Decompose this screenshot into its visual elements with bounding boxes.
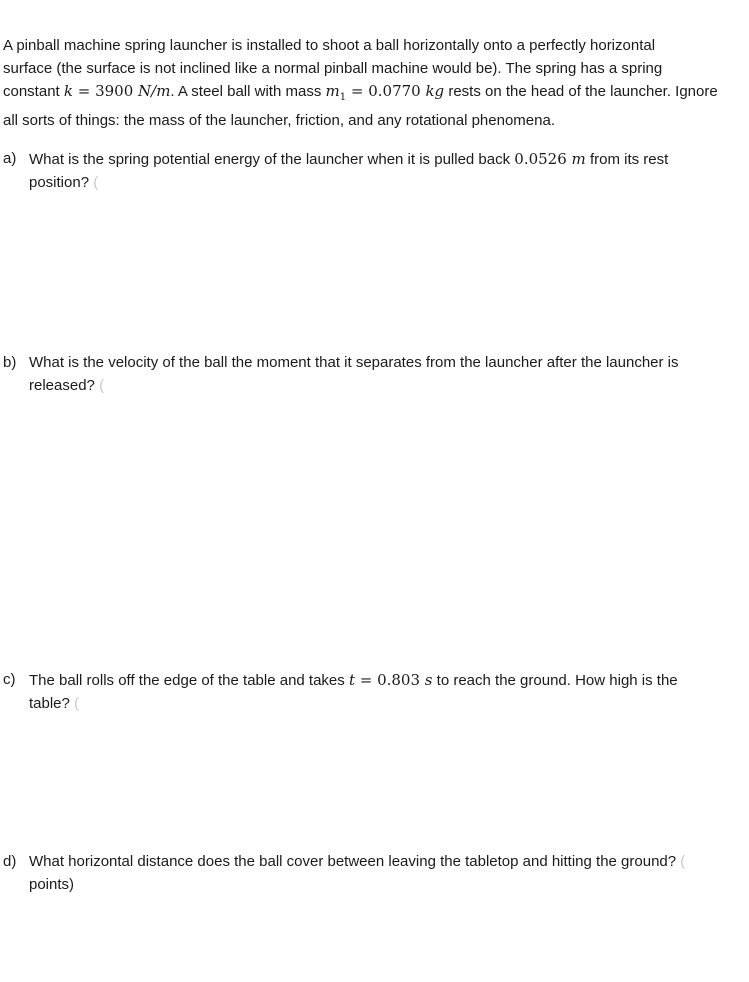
- question-b-line-1: What is the velocity of the ball the moment that it separates from the launcher after the launcher is: [29, 354, 679, 371]
- intro-line-3-middle: . A steel ball with mass: [170, 83, 326, 100]
- question-b-text: [29, 352, 743, 397]
- question-a: [3, 148, 743, 194]
- spring-constant-value: = 3900: [72, 82, 139, 100]
- intro-line-3-end: rests on the head of the launcher. Ignore: [444, 83, 718, 100]
- mass-value: = 0.0770: [346, 82, 426, 100]
- fall-time-expression: [349, 671, 433, 689]
- fall-time-symbol: t: [348, 671, 355, 689]
- question-d-text: [29, 851, 743, 896]
- question-c-line-2: [29, 693, 743, 716]
- intro-line-3-start: constant: [3, 83, 64, 100]
- question-a-line-2-text: position?: [29, 173, 94, 191]
- intro-line-3: [3, 80, 749, 110]
- question-c-text: [29, 669, 743, 715]
- question-b-points: (: [99, 376, 105, 394]
- question-c-letter: c): [3, 671, 16, 688]
- mass-symbol: m: [325, 82, 340, 100]
- question-d-letter: d): [3, 853, 17, 870]
- question-c-line-1: [29, 669, 743, 693]
- pullback-distance: [514, 150, 586, 168]
- mass-expression: [325, 82, 445, 103]
- question-d-line-2: points): [29, 875, 75, 893]
- question-a-text: [29, 148, 743, 194]
- intro-line-1: A pinball machine spring launcher is installed to shoot a ball horizontally onto a perfectly horizontal: [3, 37, 656, 54]
- spring-constant-unit: N/m: [138, 82, 171, 100]
- intro-line-2: surface (the surface is not inclined like a normal pinball machine would be). The spring has a spring: [3, 59, 663, 77]
- question-c-line-1-end: to reach the ground. How high is the: [432, 672, 678, 689]
- question-b-line-2: [29, 375, 743, 398]
- question-a-line-1-start: What is the spring potential energy of the launcher when it is pulled back: [29, 151, 515, 168]
- fall-time-unit: s: [424, 671, 433, 689]
- pullback-value: 0.0526: [514, 150, 572, 168]
- question-a-points: (: [93, 173, 99, 191]
- question-d-line-1-text: What horizontal distance does the ball cover between leaving the tabletop and hitting the ground?: [29, 853, 681, 870]
- question-c-line-2-text: table?: [29, 694, 75, 712]
- question-c-line-1-start: The ball rolls off the edge of the table and takes: [29, 672, 349, 689]
- question-d: [3, 851, 743, 896]
- mass-unit: kg: [425, 82, 445, 100]
- question-d-line-1: [29, 851, 743, 874]
- question-a-line-1: [29, 148, 743, 172]
- question-c: [3, 669, 743, 715]
- question-a-letter: a): [3, 150, 17, 167]
- question-b-line-2-text: released?: [29, 376, 100, 394]
- spring-constant-symbol: k: [63, 82, 73, 100]
- pullback-unit: m: [571, 150, 586, 168]
- fall-time-value: = 0.803: [354, 671, 425, 689]
- intro-line-4: all sorts of things: the mass of the launcher, friction, and any rotational phenomena.: [3, 111, 555, 129]
- mass-subscript: 1: [339, 92, 347, 103]
- spring-constant-expression: [64, 82, 171, 100]
- question-c-points: (: [74, 694, 80, 712]
- question-b-letter: b): [3, 354, 17, 371]
- question-a-line-2: [29, 172, 743, 195]
- question-a-line-1-end: from its rest: [585, 151, 669, 168]
- question-b: [3, 352, 743, 397]
- problem-statement: [3, 35, 749, 132]
- question-d-points-open: (: [680, 853, 686, 870]
